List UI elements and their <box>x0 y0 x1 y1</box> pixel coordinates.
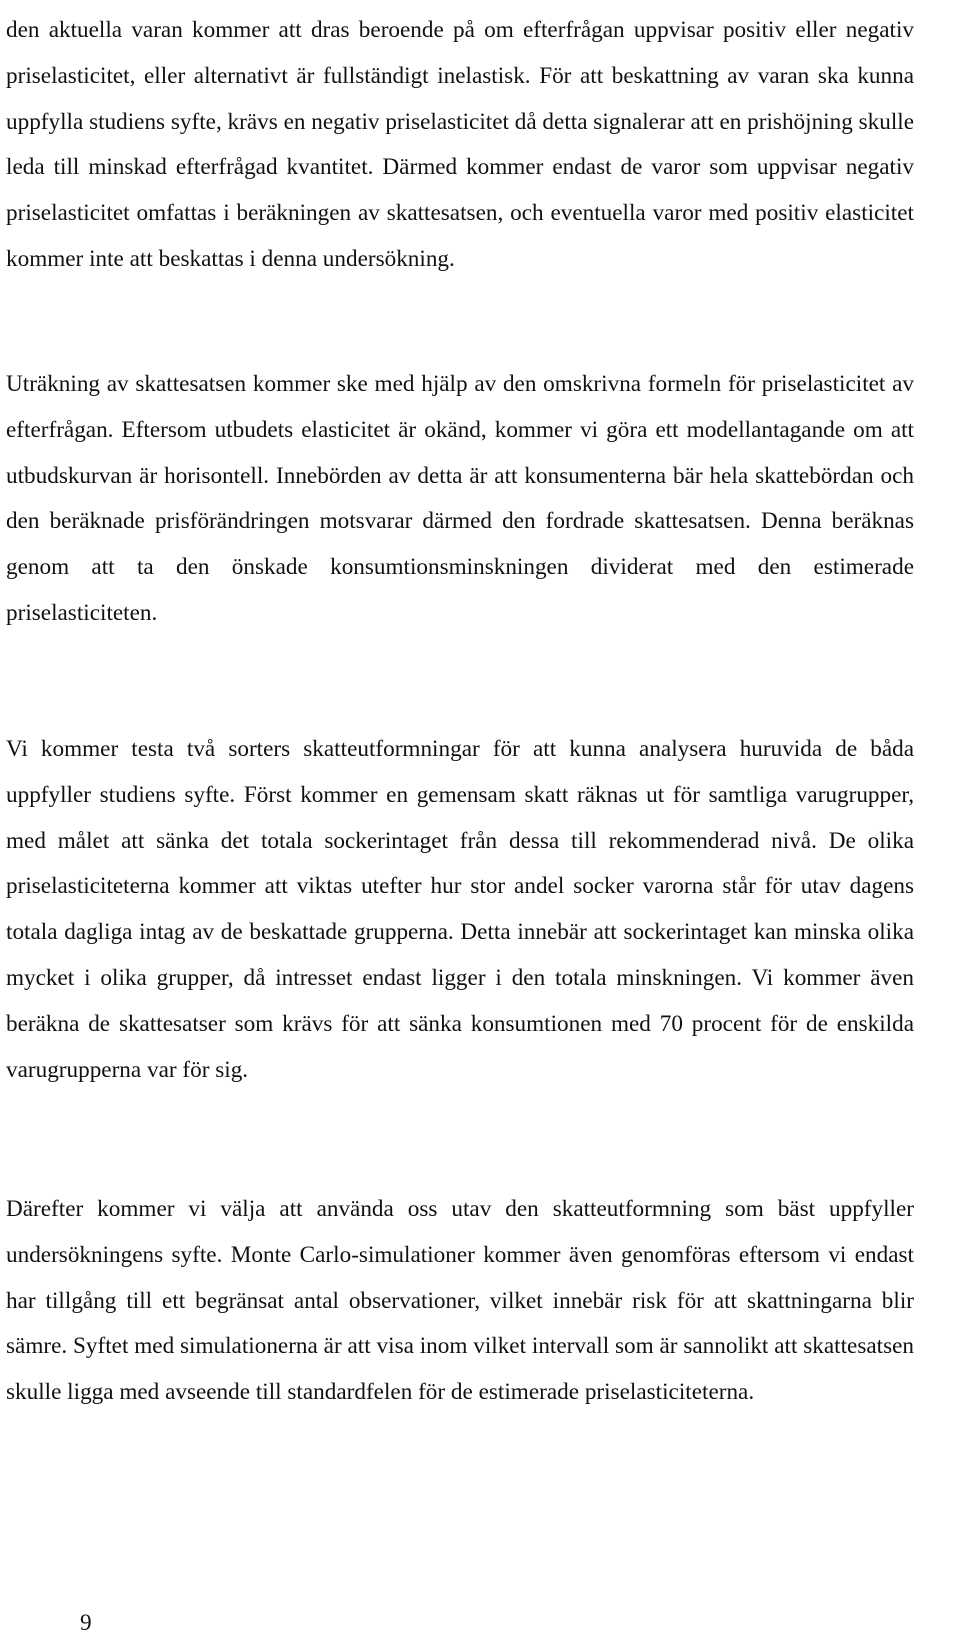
paragraph-tax-calculation: Uträkning av skattesatsen kommer ske med hjälp av den omskrivna formeln för priselasticitet av efterfrågan. Eftersom utbudets elasticitet är okänd, kommer vi göra ett modellantagande om att utbudskurvan är horisontell. Innebörden av detta är att konsumenterna bär hela skattebördan och den beräknade prisförändringen motsvarar därmed den fordrade skattesatsen. Denna beräknas genom att ta den önskade konsumtionsminskningen dividerat med den estimerade priselasticiteten. <box>6 371 914 626</box>
paragraph-monte-carlo: Därefter kommer vi välja att använda oss utav den skatteutformning som bäst uppfyller undersökningens syfte. Monte Carlo-simulationer kommer även genomföras eftersom vi endast har tillgång till ett begränsat antal observationer, vilket innebär risk för att skattningarna blir sämre. Syftet med simulationerna är att visa inom vilket intervall som är sannolikt att skattesatsen skulle ligga med avseende till standardfelen för de estimerade priselasticiteterna. <box>6 1196 914 1406</box>
paragraph-elasticity-direction: den aktuella varan kommer att dras beroende på om efterfrågan uppvisar positiv eller negativ priselasticitet, eller alternativt är fullständigt inelastisk. För att beskattning av varan ska kunna uppfylla studiens syfte, krävs en negativ priselasticitet då detta signalerar att en prishöjning skulle leda till minskad efterfrågad kvantitet. Därmed kommer endast de varor som uppvisar negativ priselasticitet omfattas i beräkningen av skattesatsen, och eventuella varor med positiv elasticitet kommer inte att beskattas i denna undersökning. <box>6 17 914 272</box>
page-number: 9 <box>80 1610 92 1636</box>
paragraph-tax-designs: Vi kommer testa två sorters skatteutformningar för att kunna analysera huruvida de båda uppfyller studiens syfte. Först kommer en gemensam skatt räknas ut för samtliga varugrupper, med målet att sänka det totala sockerintaget från dessa till rekommenderad nivå. De olika priselasticiteterna kommer att viktas utefter hur stor andel socker varorna står för utav dagens totala dagliga intag av de beskattade grupperna. Detta innebär att sockerintaget kan minska olika mycket i olika grupper, då intresset endast ligger i den totala minskningen. Vi kommer även beräkna de skattesatser som krävs för att sänka konsumtionen med 70 procent för de enskilda varugrupperna var för sig. <box>6 736 914 1083</box>
